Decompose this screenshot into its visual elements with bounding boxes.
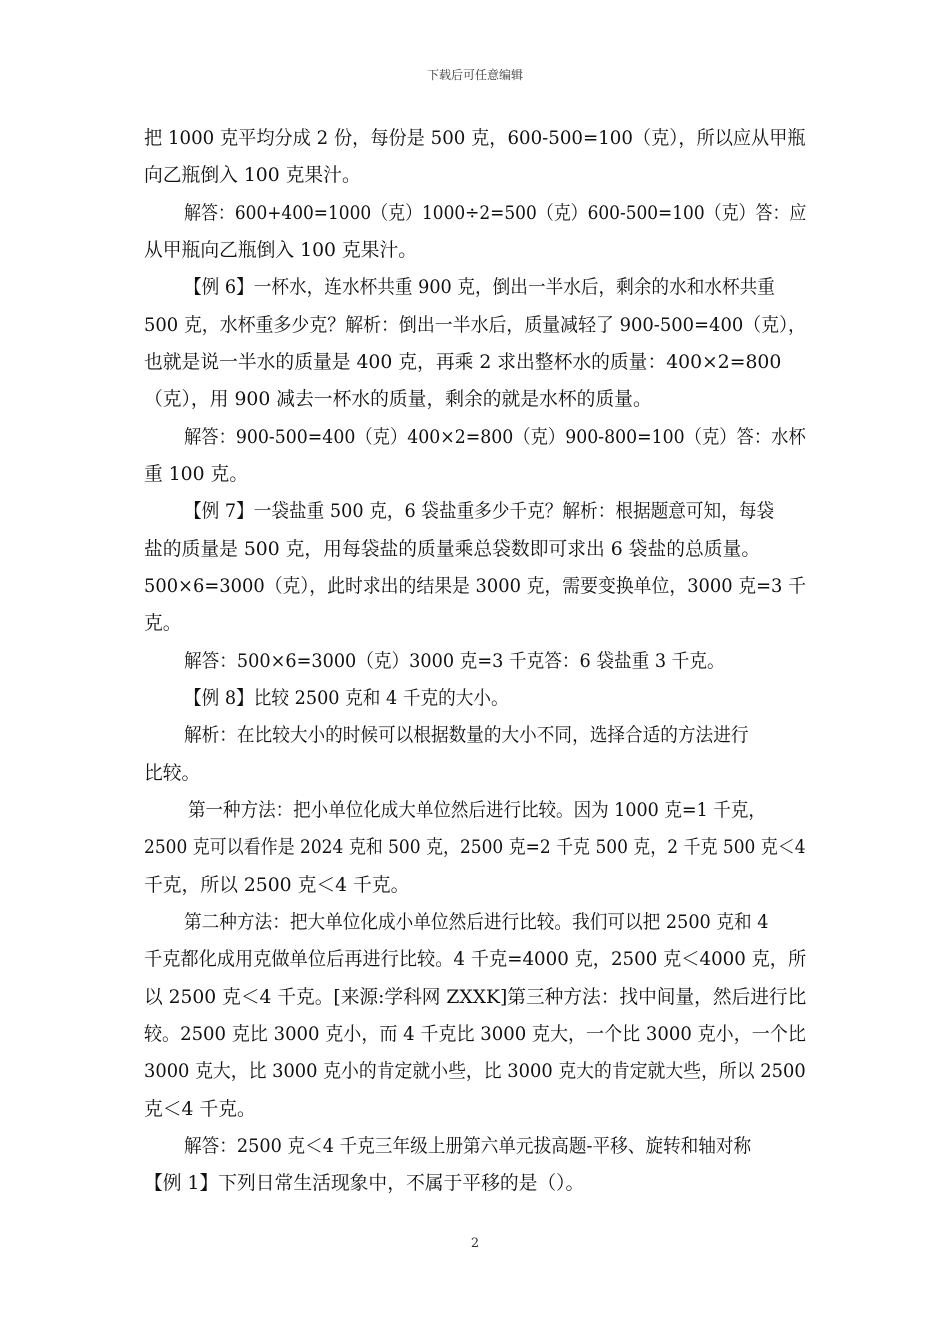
text-line: 解答：900-500=400（克）400×2=800（克）900-800=100（克）答：水杯 [184, 426, 806, 448]
text-line: 也就是说一半水的质量是 400 克，再乘 2 求出整杯水的质量：400×2=800 [144, 351, 782, 373]
text-line: 克。 [144, 612, 182, 634]
page-number: 2 [470, 1236, 480, 1251]
text-line: 解答：600+400=1000（克）1000÷2=500（克）600-500=100（克）答：应 [184, 202, 807, 224]
text-line: 3000 克大，比 3000 克小的肯定就小些，比 3000 克大的肯定就大些，所以 2500 [144, 1060, 806, 1082]
text-line: 500×6=3000（克），此时求出的结果是 3000 克，需要变换单位，3000 克=3 千 [144, 575, 806, 597]
text-line: 千克，所以 2500 克＜4 千克。 [144, 874, 410, 896]
text-line: 2500 克可以看作是 2024 克和 500 克，2500 克=2 千克 500 克，2 千克 500 克＜4 [144, 836, 806, 858]
text-line: 第一种方法：把小单位化成大单位然后进行比较。因为 1000 克=1 千克， [188, 799, 766, 821]
text-line: 【例 7】一袋盐重 500 克，6 袋盐重多少千克？解析：根据题意可知，每袋 [184, 500, 775, 522]
text-line: 从甲瓶向乙瓶倒入 100 克果汁。 [144, 239, 418, 261]
text-line: 向乙瓶倒入 100 克果汁。 [144, 164, 361, 186]
text-line: 500 克，水杯重多少克？解析：倒出一半水后，质量减轻了 900-500=400（克）， [144, 314, 806, 336]
text-line: 比较。 [144, 762, 201, 784]
text-line: 把 1000 克平均分成 2 份，每份是 500 克，600-500=100（克），所以应从甲瓶 [144, 127, 806, 149]
text-line: 重 100 克。 [144, 463, 249, 485]
text-line: 较。2500 克比 3000 克小，而 4 千克比 3000 克大，一个比 3000 克小，一个比 [144, 1023, 806, 1045]
text-line: 第二种方法：把大单位化成小单位然后进行比较。我们可以把 2500 克和 4 [184, 911, 769, 933]
text-line: 以 2500 克＜4 千克。[来源:学科网 ZXXK]第三种方法：找中间量，然后进行比 [144, 986, 807, 1008]
text-line: 克＜4 千克。 [144, 1098, 256, 1120]
text-line: 千克都化成用克做单位后再进行比较。4 千克=4000 克，2500 克＜4000 克，所 [144, 948, 807, 970]
text-line: 解答：500×6=3000（克）3000 克=3 千克答：6 袋盐重 3 千克。 [184, 650, 725, 672]
text-line: 解析：在比较大小的时候可以根据数量的大小不同，选择合适的方法进行 [184, 724, 749, 746]
text-line: （克），用 900 减去一杯水的质量，剩余的就是水杯的质量。 [144, 388, 652, 410]
text-line: 盐的质量是 500 克，用每袋盐的质量乘总袋数即可求出 6 袋盐的总质量。 [144, 538, 761, 560]
text-line: 【例 6】一杯水，连水杯共重 900 克，倒出一半水后，剩余的水和水杯共重 [184, 276, 775, 298]
text-line: 解答：2500 克＜4 千克三年级上册第六单元拔高题-平移、旋转和轴对称 [184, 1135, 752, 1157]
text-line: 【例 1】下列日常生活现象中，不属于平移的是（）。 [144, 1172, 585, 1194]
text-line: 【例 8】比较 2500 克和 4 千克的大小。 [184, 687, 509, 709]
page-header: 下载后可任意编辑 [426, 68, 523, 82]
